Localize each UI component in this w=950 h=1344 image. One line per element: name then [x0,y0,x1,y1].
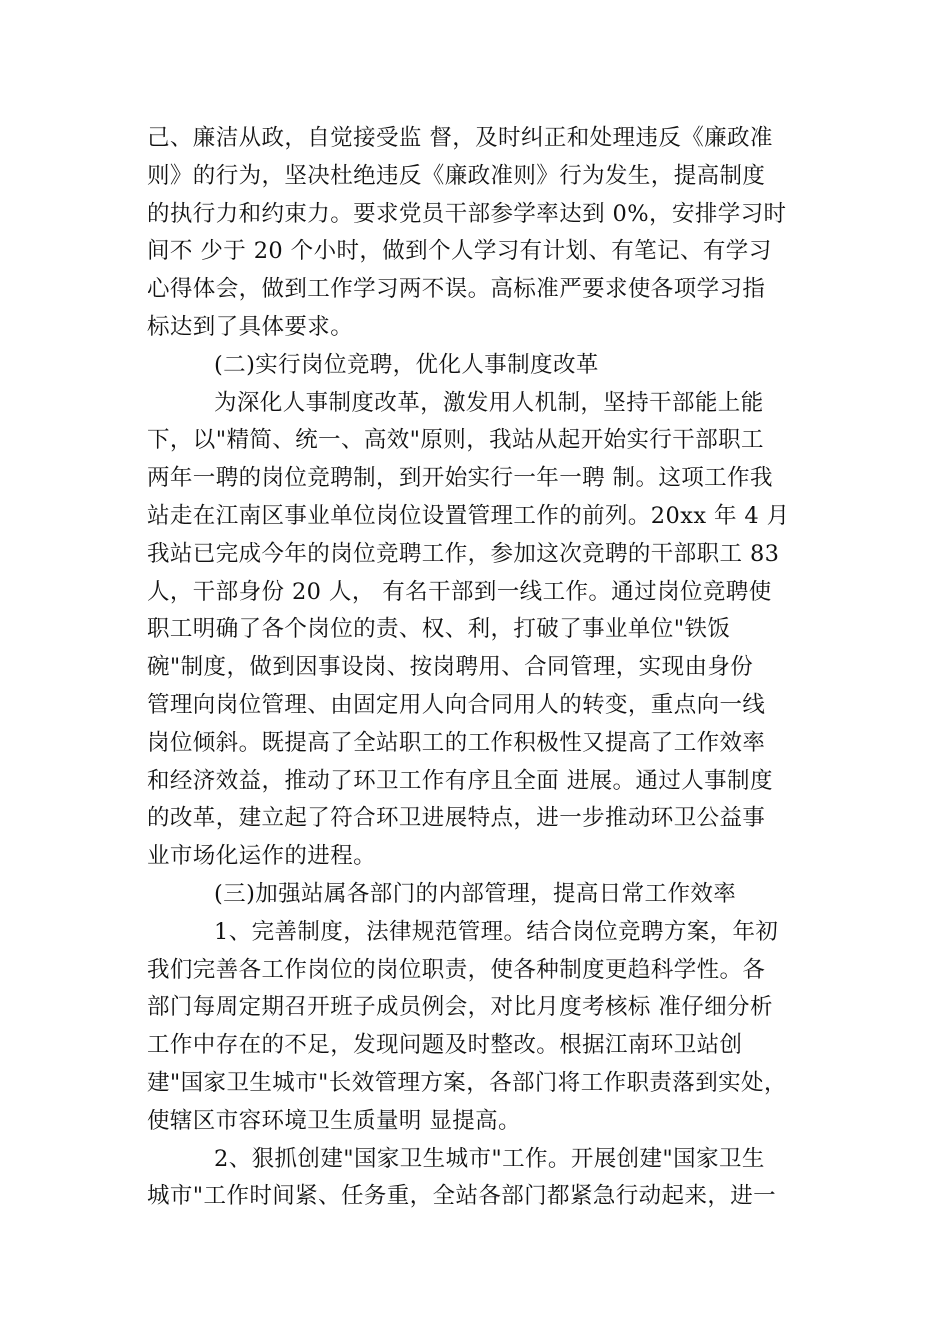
text-line: 岗位倾斜。既提高了全站职工的工作积极性又提高了工作效率 [147,729,766,756]
text-line: 工作中存在的不足，发现问题及时整改。根据江南环卫站创 [147,1032,743,1059]
text-line: 心得体会，做到工作学习两不误。高标准严要求使各项学习指 [147,276,766,303]
text-line: 业市场化运作的进程。 [147,843,377,870]
text-line: 的改革，建立起了符合环卫进展特点，进一步推动环卫公益事 [147,805,766,832]
section-heading: (三)加强站属各部门的内部管理，提高日常工作效率 [214,880,737,907]
document-body [147,120,807,1216]
text-line: 标达到了具体要求。 [147,313,354,340]
text-line: 1、完善制度，法律规范管理。结合岗位竞聘方案，年初 [214,918,779,945]
text-line: 职工明确了各个岗位的责、权、利，打破了事业单位"铁饭 [147,616,731,643]
text-line: 管理向岗位管理、由固定用人向合同用人的转变，重点向一线 [147,691,766,718]
text-line: 间不 少于 20 个小时，做到个人学习有计划、有笔记、有学习 [147,238,772,265]
text-line: 己、廉洁从政，自觉接受监 督，及时纠正和处理违反《廉政准 [147,125,773,151]
text-line: 碗"制度，做到因事设岗、按岗聘用、合同管理，实现由身份 [147,654,754,681]
text-line: 的执行力和约束力。要求党员干部参学率达到 0%，安排学习时 [147,200,787,227]
text-line: 则》的行为，坚决杜绝违反《廉政准则》行为发生，提高制度 [147,162,766,189]
text-line: 和经济效益，推动了环卫工作有序且全面 进展。通过人事制度 [147,767,773,794]
text-line: 我站已完成今年的岗位竞聘工作，参加这次竞聘的干部职工 83 [147,540,780,567]
text-line: 两年一聘的岗位竞聘制，到开始实行一年一聘 制。这项工作我 [147,465,773,492]
text-line: 下，以"精简、统一、高效"原则，我站从起开始实行干部职工 [147,427,764,454]
text-line: 为深化人事制度改革，激发用人机制，坚持干部能上能 [214,389,764,416]
text-line: 站走在江南区事业单位岗位设置管理工作的前列。20xx 年 4 月 [147,502,790,529]
text-line: 2、狠抓创建"国家卫生城市"工作。开展创建"国家卫生 [214,1145,765,1172]
text-line: 使辖区市容环境卫生质量明 显提高。 [147,1107,521,1134]
text-line: 部门每周定期召开班子成员例会，对比月度考核标 准仔细分析 [147,994,773,1021]
text-line: 我们完善各工作岗位的岗位职责，使各种制度更趋科学性。各 [147,956,766,983]
text-line: 城市"工作时间紧、任务重，全站各部门都紧急行动起来，进一 [147,1183,777,1210]
text-line: 建"国家卫生城市"长效管理方案，各部门将工作职责落到实处， [147,1069,787,1096]
section-heading: (二)实行岗位竞聘，优化人事制度改革 [214,351,599,378]
text-line: 人，干部身份 20 人， 有名干部到一线工作。通过岗位竞聘使 [147,578,772,605]
